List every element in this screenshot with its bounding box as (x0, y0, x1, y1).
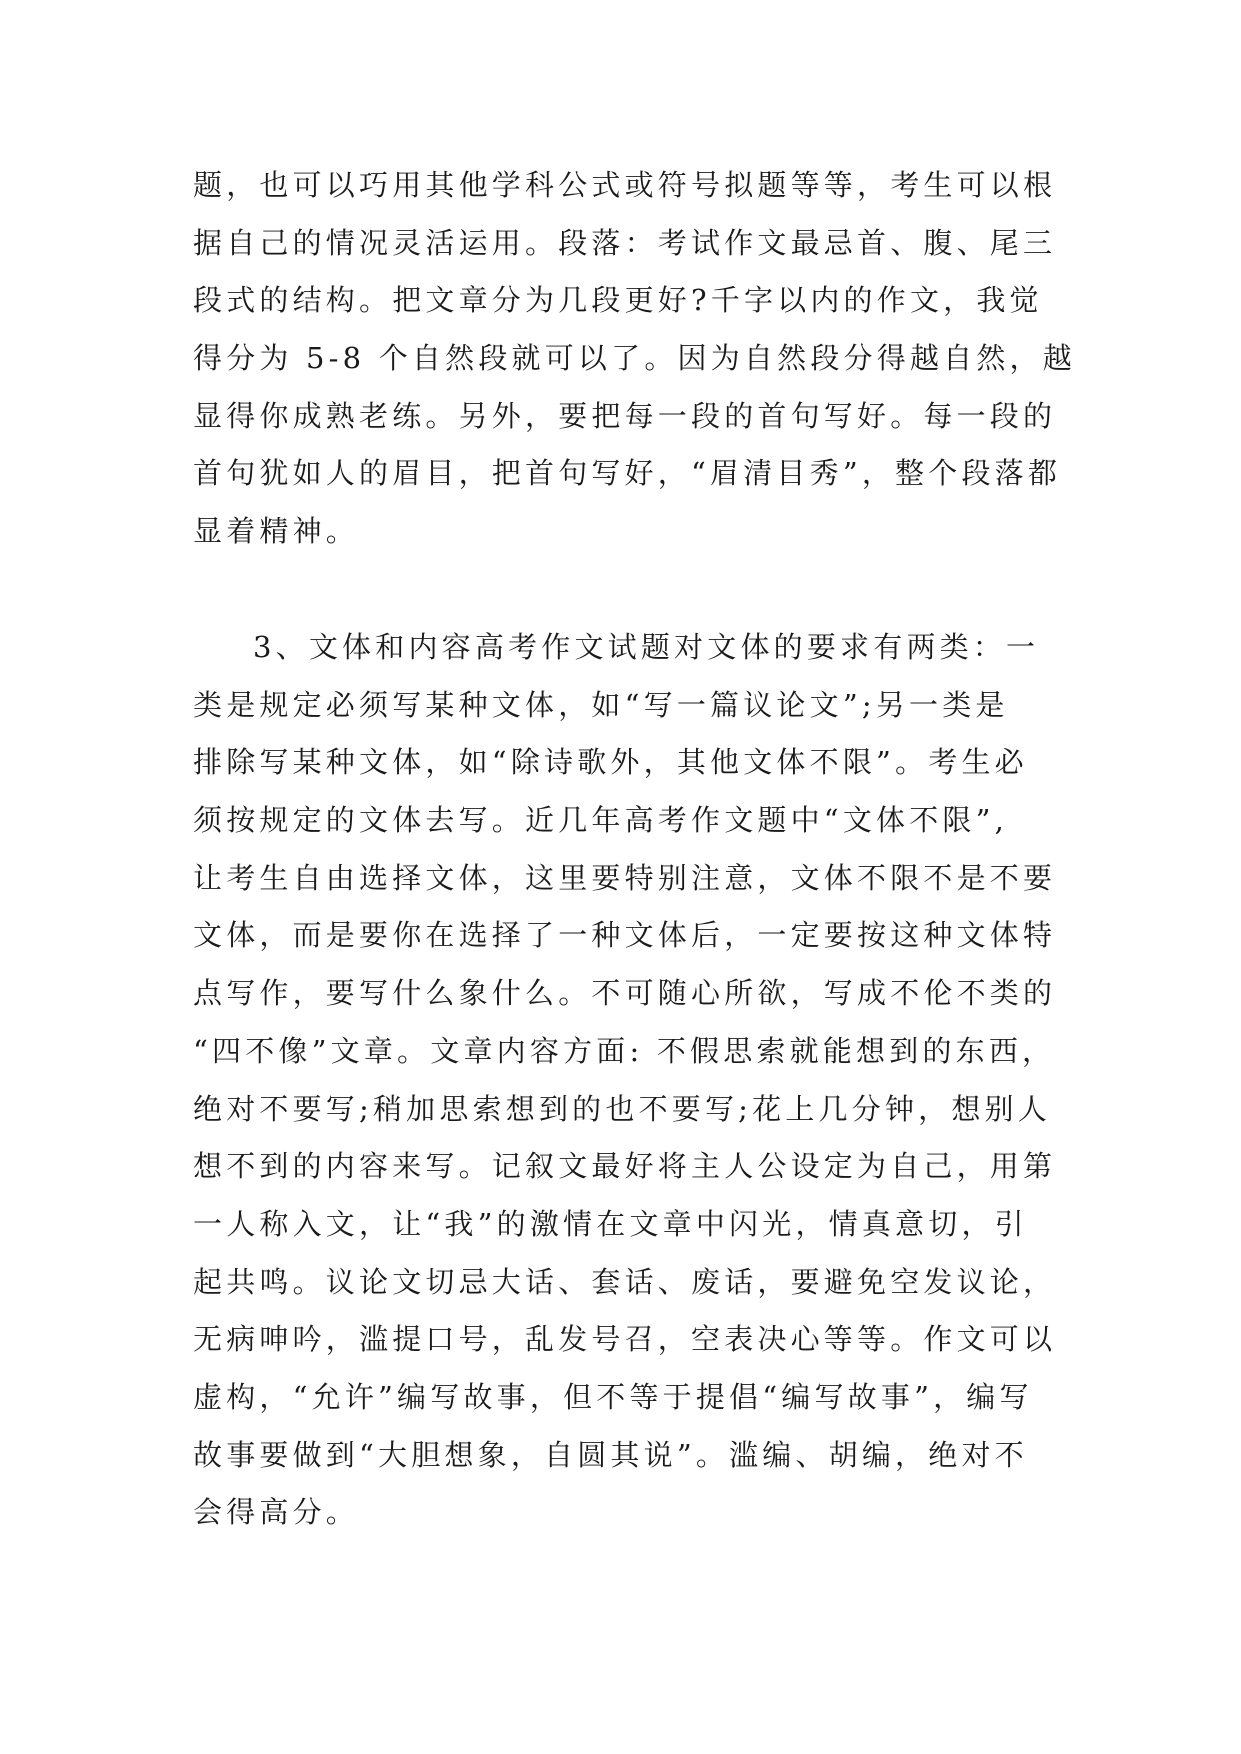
text-line: 一人称入文，让“我”的激情在文章中闪光，情真意切，引 (193, 1206, 1028, 1241)
text-line: 故事要做到“大胆想象，自圆其说”。滥编、胡编，绝对不 (193, 1437, 1028, 1472)
paragraph-style-and-content (193, 619, 1055, 1542)
text-line: 据自己的情况灵活运用。段落：考试作文最忌首、腹、尾三 (193, 225, 1057, 260)
text-line: 段式的结构。把文章分为几段更好?千字以内的作文，我觉 (193, 283, 1043, 318)
text-line: 显得你成熟老练。另外，要把每一段的首句写好。每一段的 (193, 398, 1057, 433)
text-line: 首句犹如人的眉目，把首句写好，“眉清目秀”，整个段落都 (193, 456, 1062, 491)
text-line: 显着精神。 (193, 514, 360, 549)
text-line: 让考生自由选择文体，这里要特别注意，文体不限不是不要 (193, 860, 1057, 895)
text-line: 起共鸣。议论文切忌大话、套话、废话，要避免空发议论， (193, 1264, 1057, 1299)
text-line: 虚构，“允许”编写故事，但不等于提倡“编写故事”，编写 (193, 1379, 1033, 1414)
text-line: 无病呻吟，滥提口号，乱发号召，空表决心等等。作文可以 (193, 1322, 1057, 1357)
text-line: 题，也可以巧用其他学科公式或符号拟题等等，考生可以根 (193, 168, 1057, 202)
text-line: 3、文体和内容高考作文试题对文体的要求有两类：一 (253, 630, 1040, 664)
text-line: 点写作，要写什么象什么。不可随心所欲，写成不伦不类的 (193, 976, 1057, 1011)
text-line: 文体，而是要你在选择了一种文体后，一定要按这种文体特 (193, 918, 1057, 953)
text-line: 类是规定必须写某种文体，如“写一篇议论文”;另一类是 (193, 687, 1009, 722)
text-line: 得分为 5-8 个自然段就可以了。因为自然段分得越自然，越 (193, 341, 1076, 376)
text-line: 须按规定的文体去写。近几年高考作文题中“文体不限”, (193, 803, 1009, 838)
text-line: 想不到的内容来写。记叙文最好将主人公设定为自己，用第 (193, 1149, 1057, 1184)
paragraph-paragraph-structure (193, 157, 1076, 561)
text-line: 绝对不要写;稍加思索想到的也不要写;花上几分钟，想别人 (193, 1091, 1051, 1126)
text-line: 会得高分。 (193, 1495, 360, 1530)
text-line: “四不像”文章。文章内容方面: 不假思索就能想到的东西， (193, 1033, 1056, 1068)
text-line: 排除写某种文体，如“除诗歌外，其他文体不限”。考生必 (193, 745, 1028, 780)
